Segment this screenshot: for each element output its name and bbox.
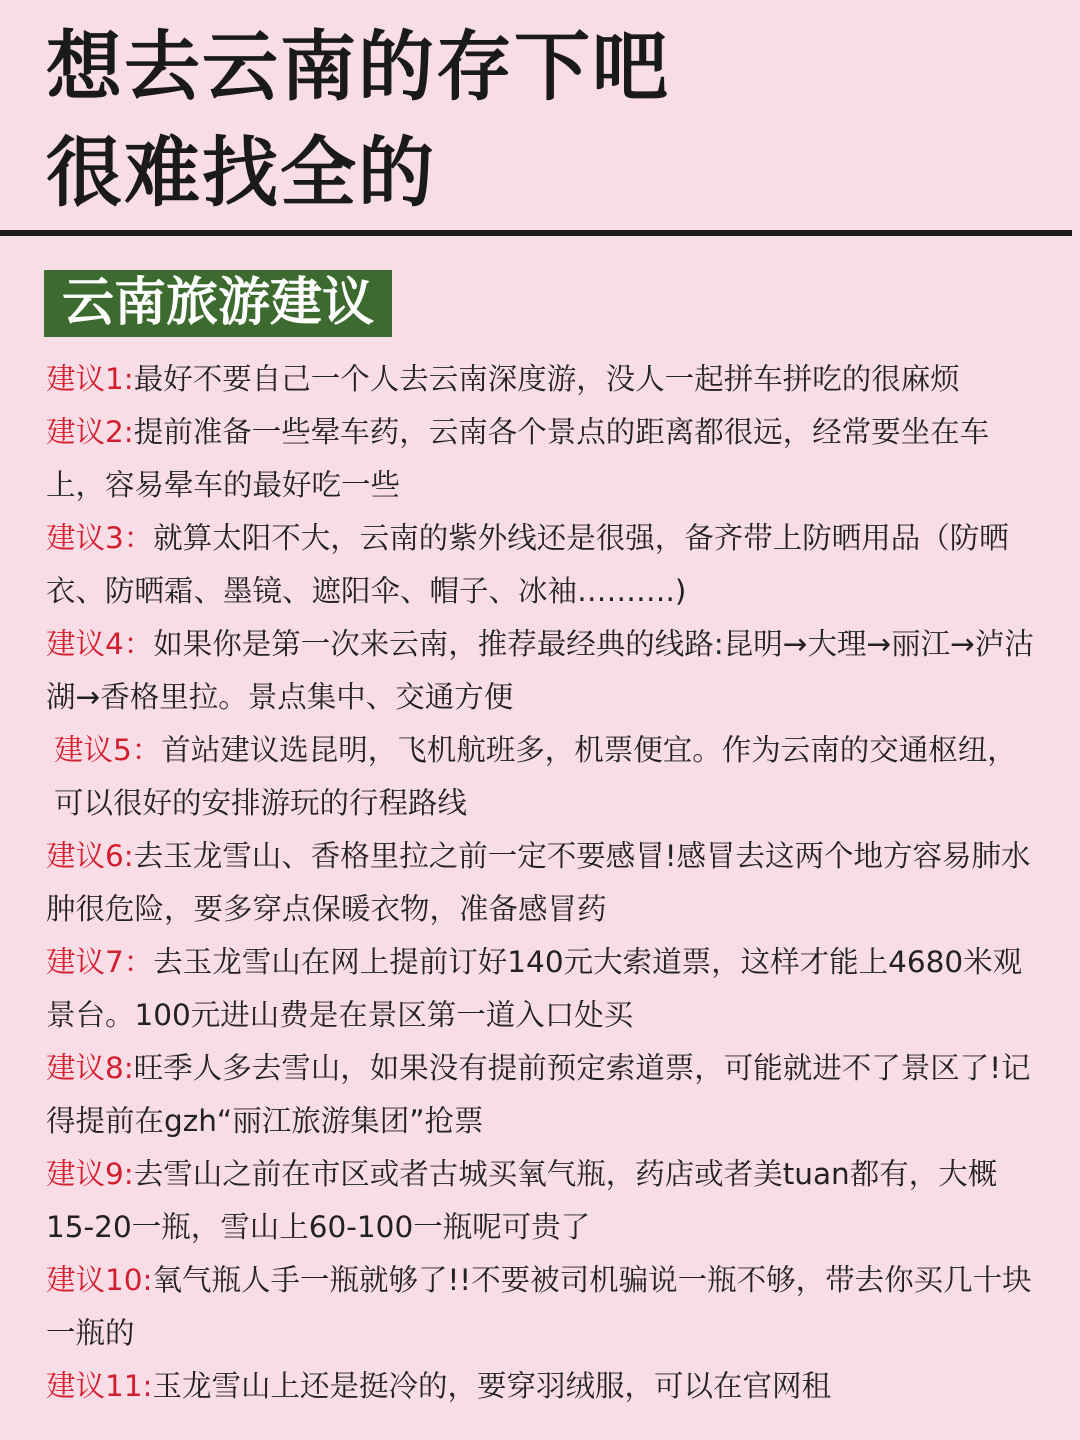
title-line-2: 很难找全的: [46, 128, 436, 217]
tip-text: 旺季人多去雪山，如果没有提前预定索道票，可能就进不了景区了!记得提前在gzh“丽江旅游集团”抢票: [46, 1051, 1031, 1138]
tip-text: 如果你是第一次来云南，推荐最经典的线路:昆明→大理→丽江→泸沽湖→香格里拉。景点集中、交通方便: [46, 627, 1034, 714]
tip-item: [46, 1148, 1041, 1254]
tip-text: 提前准备一些晕车药，云南各个景点的距离都很远，经常要坐在车上，容易晕车的最好吃一些: [46, 415, 990, 502]
tip-item: [46, 936, 1041, 1042]
page-title: [46, 14, 1046, 226]
tip-item: [46, 830, 1041, 936]
tip-label: 建议6:: [46, 839, 134, 873]
tip-label: 建议10:: [46, 1263, 153, 1297]
tip-label: 建议8:: [46, 1051, 134, 1085]
title-divider: [0, 230, 1072, 236]
tip-label: 建议5：: [54, 733, 162, 767]
tip-text: 就算太阳不大，云南的紫外线还是很强，备齐带上防晒用品（防晒衣、防晒霜、墨镜、遮阳伞、帽子、冰袖……….): [46, 521, 1009, 608]
tips-list: [46, 353, 1041, 1413]
tip-item: [46, 1254, 1041, 1360]
tip-text: 去雪山之前在市区或者古城买氧气瓶，药店或者美tuan都有，大概15-20一瓶，雪山上60-100一瓶呢可贵了: [46, 1157, 998, 1244]
tip-label: 建议2:: [46, 415, 134, 449]
tip-text: 最好不要自己一个人去云南深度游，没人一起拼车拼吃的很麻烦: [133, 362, 960, 396]
tip-text: 玉龙雪山上还是挺冷的，要穿羽绒服，可以在官网租: [152, 1369, 831, 1403]
tip-item: [46, 618, 1041, 724]
tip-item: [46, 353, 1041, 406]
tip-item: [46, 724, 1041, 830]
tip-text: 去玉龙雪山在网上提前订好140元大索道票，这样才能上4680米观景台。100元进山费是在景区第一道入口处买: [46, 945, 1023, 1032]
tip-item: [46, 512, 1041, 618]
tip-label: 建议3：: [46, 521, 154, 555]
tip-text: 去玉龙雪山、香格里拉之前一定不要感冒!感冒去这两个地方容易肺水肿很危险，要多穿点保暖衣物，准备感冒药: [46, 839, 1031, 926]
tip-label: 建议9:: [46, 1157, 134, 1191]
tip-text: 氧气瓶人手一瓶就够了!!不要被司机骗说一瓶不够，带去你买几十块一瓶的: [46, 1263, 1032, 1350]
tip-text: 首站建议选昆明，飞机航班多，机票便宜。作为云南的交通枢纽，可以很好的安排游玩的行程路线: [54, 733, 1017, 820]
tip-label: 建议11:: [46, 1369, 153, 1403]
tip-item: [46, 1360, 1041, 1413]
tip-item: [46, 1042, 1041, 1148]
section-heading: 云南旅游建议: [44, 270, 392, 337]
tip-label: 建议1:: [46, 362, 134, 396]
title-line-1: 想去云南的存下吧: [46, 22, 670, 111]
tip-item: [46, 406, 1041, 512]
tip-label: 建议7：: [46, 945, 154, 979]
tip-label: 建议4：: [46, 627, 154, 661]
